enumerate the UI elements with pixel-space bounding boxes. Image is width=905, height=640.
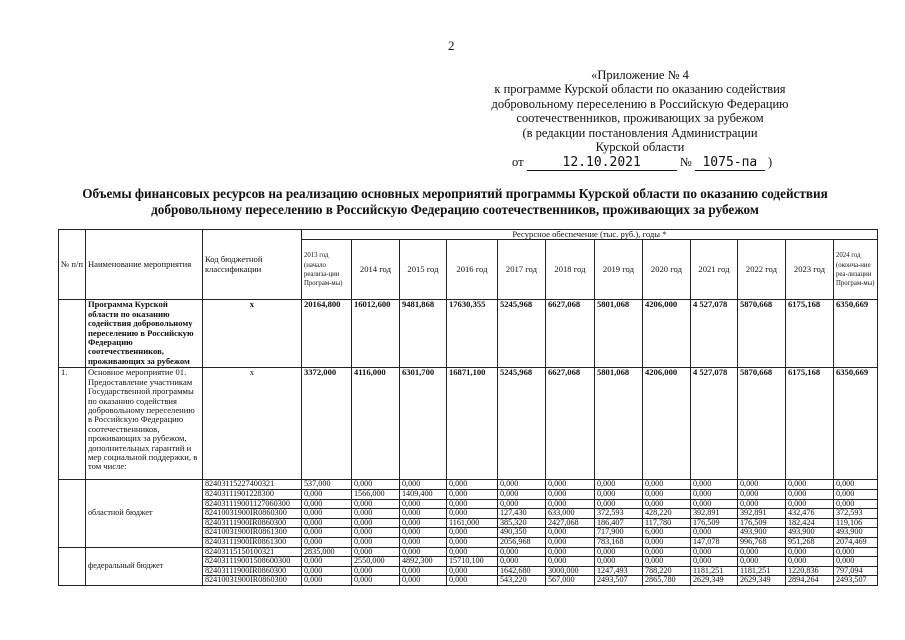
event1-value-3: 16871,100 <box>446 368 497 480</box>
budget-value: 2629,349 <box>737 576 785 586</box>
year-header-10: 2023 год <box>785 240 833 300</box>
budget-value: 0,000 <box>301 557 351 567</box>
year-header-3: 2016 год <box>446 240 497 300</box>
col-header-code: Код бюджетной классификации <box>202 230 301 300</box>
budget-value: 0,000 <box>351 509 399 519</box>
budget-value: 182,424 <box>785 518 833 528</box>
budget-value: 0,000 <box>301 509 351 519</box>
budget-value: 0,000 <box>301 528 351 538</box>
budget-value: 0,000 <box>399 528 446 538</box>
budget-value: 0,000 <box>446 490 497 500</box>
budget-value: 2427,068 <box>545 518 594 528</box>
col-header-num: № п/п <box>59 230 86 300</box>
budget-value: 493,900 <box>785 528 833 538</box>
budget-value: 1181,251 <box>737 566 785 576</box>
budget-value: 0,000 <box>642 557 690 567</box>
budget-value: 0,000 <box>351 547 399 557</box>
budget-value: 0,000 <box>690 557 737 567</box>
col-header-name: Наименование мероприятия <box>85 230 202 300</box>
budget-value: 0,000 <box>642 499 690 509</box>
budget-value: 0,000 <box>301 518 351 528</box>
event1-num: 1. <box>59 368 86 480</box>
budget-value: 392,891 <box>690 509 737 519</box>
budget-value: 15710,100 <box>446 557 497 567</box>
regional-budget-label: областной бюджет <box>85 480 202 547</box>
program-value-1: 16012,600 <box>351 300 399 368</box>
budget-value: 490,350 <box>497 528 545 538</box>
event1-value-8: 4 527,078 <box>690 368 737 480</box>
budget-value: 0,000 <box>785 499 833 509</box>
budget-value: 0,000 <box>301 499 351 509</box>
number-prefix: № <box>679 155 692 169</box>
year-header-6: 2019 год <box>594 240 642 300</box>
budget-value: 0,000 <box>399 547 446 557</box>
budget-value: 127,430 <box>497 509 545 519</box>
decree-number: 1075-па <box>695 155 765 171</box>
event1-value-6: 5801,068 <box>594 368 642 480</box>
budget-value: 147,078 <box>690 537 737 547</box>
budget-value: 0,000 <box>351 528 399 538</box>
budget-value: 0,000 <box>497 547 545 557</box>
budget-value: 0,000 <box>301 490 351 500</box>
budget-value: 372,593 <box>833 509 877 519</box>
regional-budget-label-num-cell <box>59 480 86 547</box>
budget-value: 2629,349 <box>690 576 737 586</box>
budget-value: 0,000 <box>833 557 877 567</box>
budget-code: 82410031900IR0860300 <box>202 576 301 586</box>
budget-value: 567,000 <box>545 576 594 586</box>
budget-code: 824031119001127060300 <box>202 499 301 509</box>
program-value-7: 4206,000 <box>642 300 690 368</box>
budget-code: 82403111900IR0860300 <box>202 566 301 576</box>
budget-value: 0,000 <box>690 528 737 538</box>
budget-value: 0,000 <box>690 480 737 490</box>
federal-budget-label-num-cell <box>59 547 86 585</box>
budget-value: 783,168 <box>594 537 642 547</box>
budget-value: 0,000 <box>545 480 594 490</box>
annex-line-1: «Приложение № 4 <box>591 68 689 82</box>
budget-value: 0,000 <box>785 547 833 557</box>
budget-value: 1220,836 <box>785 566 833 576</box>
budget-value: 0,000 <box>642 480 690 490</box>
budget-value: 385,320 <box>497 518 545 528</box>
budget-value: 432,476 <box>785 509 833 519</box>
budget-value: 996,768 <box>737 537 785 547</box>
budget-value: 2550,000 <box>351 557 399 567</box>
budget-value: 6,000 <box>642 528 690 538</box>
budget-value: 0,000 <box>351 576 399 586</box>
budget-value: 2865,780 <box>642 576 690 586</box>
budget-value: 0,000 <box>399 480 446 490</box>
budget-value: 0,000 <box>446 566 497 576</box>
budget-value: 0,000 <box>545 537 594 547</box>
budget-value: 0,000 <box>446 509 497 519</box>
annex-header <box>470 68 810 154</box>
year-header-5: 2018 год <box>545 240 594 300</box>
program-value-0: 20164,800 <box>301 300 351 368</box>
budget-value: 0,000 <box>351 537 399 547</box>
annex-line-3: добровольному переселению в Российскую Федерацию <box>491 96 789 111</box>
budget-value: 0,000 <box>642 547 690 557</box>
budget-value: 0,000 <box>446 576 497 586</box>
event1-value-5: 6627,068 <box>545 368 594 480</box>
budget-value: 0,000 <box>351 566 399 576</box>
budget-value: 0,000 <box>833 480 877 490</box>
program-value-4: 5245,968 <box>497 300 545 368</box>
year-header-11: 2024 год (оконча-ние реа-лизации Програм-мы) <box>833 240 877 300</box>
event1-name: Основное мероприятие 01. Предоставление участникам Государственной программы по оказанию содействия добровольному переселению в Российскую Федерацию соотечественников, проживающих за рубежом, дополнительных гарантий и мер социальной поддержки, в том числе: <box>85 368 202 480</box>
year-header-7: 2020 год <box>642 240 690 300</box>
budget-value: 2074,469 <box>833 537 877 547</box>
program-name: Программа Курской области по оказанию содействия добровольному переселению в Российскую Федерацию соотечественников, проживающих за рубежом <box>85 300 202 368</box>
budget-value: 0,000 <box>594 547 642 557</box>
budget-value: 0,000 <box>737 490 785 500</box>
budget-value: 2493,507 <box>833 576 877 586</box>
budget-value: 0,000 <box>446 499 497 509</box>
budget-value: 0,000 <box>446 537 497 547</box>
close-paren: ) <box>768 155 773 169</box>
financing-table <box>58 229 878 586</box>
budget-value: 0,000 <box>785 480 833 490</box>
budget-value: 951,268 <box>785 537 833 547</box>
year-header-2: 2015 год <box>399 240 446 300</box>
budget-value: 176,509 <box>690 518 737 528</box>
budget-value: 0,000 <box>545 490 594 500</box>
budget-value: 1161,000 <box>446 518 497 528</box>
year-header-0: 2013 год (начало реализа-ции Програм-мы) <box>301 240 351 300</box>
budget-value: 1409,400 <box>399 490 446 500</box>
budget-value: 0,000 <box>642 537 690 547</box>
program-code: x <box>202 300 301 368</box>
event1-code: x <box>202 368 301 480</box>
budget-code: 82403115227400321 <box>202 480 301 490</box>
budget-value: 2493,507 <box>594 576 642 586</box>
budget-value: 2894,264 <box>785 576 833 586</box>
budget-code: 82403111900IR0860300 <box>202 518 301 528</box>
budget-value: 0,000 <box>545 547 594 557</box>
event1-value-7: 4206,000 <box>642 368 690 480</box>
budget-value: 1181,251 <box>690 566 737 576</box>
budget-value: 0,000 <box>351 518 399 528</box>
budget-code: 82403115150100321 <box>202 547 301 557</box>
budget-code: 82403111900IR0861300 <box>202 537 301 547</box>
budget-value: 0,000 <box>399 499 446 509</box>
budget-value: 4892,300 <box>399 557 446 567</box>
event1-value-11: 6350,669 <box>833 368 877 480</box>
budget-value: 0,000 <box>497 480 545 490</box>
budget-value: 372,593 <box>594 509 642 519</box>
budget-value: 0,000 <box>545 528 594 538</box>
program-value-5: 6627,068 <box>545 300 594 368</box>
budget-code: 82410031900IR0860300 <box>202 509 301 519</box>
year-header-1: 2014 год <box>351 240 399 300</box>
budget-value: 0,000 <box>737 499 785 509</box>
year-header-4: 2017 год <box>497 240 545 300</box>
budget-code: 82410031900IR0861300 <box>202 528 301 538</box>
budget-value: 0,000 <box>497 557 545 567</box>
budget-value: 186,407 <box>594 518 642 528</box>
program-value-11: 6350,669 <box>833 300 877 368</box>
budget-value: 0,000 <box>690 490 737 500</box>
col-header-resources: Ресурсное обеспечение (тыс. руб.), годы * <box>301 230 877 240</box>
budget-value: 1247,493 <box>594 566 642 576</box>
budget-value: 428,220 <box>642 509 690 519</box>
budget-value: 0,000 <box>301 576 351 586</box>
program-value-3: 17630,355 <box>446 300 497 368</box>
budget-value: 2056,968 <box>497 537 545 547</box>
budget-value: 0,000 <box>737 557 785 567</box>
annex-line-5: (в редакции постановления Администрации <box>522 125 758 140</box>
budget-value: 0,000 <box>545 557 594 567</box>
budget-value: 0,000 <box>399 509 446 519</box>
budget-value: 0,000 <box>737 480 785 490</box>
budget-value: 0,000 <box>594 499 642 509</box>
program-value-10: 6175,168 <box>785 300 833 368</box>
budget-value: 788,220 <box>642 566 690 576</box>
budget-value: 0,000 <box>545 499 594 509</box>
budget-value: 0,000 <box>833 547 877 557</box>
budget-value: 0,000 <box>594 557 642 567</box>
decree-date-line <box>512 155 772 171</box>
budget-value: 537,000 <box>301 480 351 490</box>
budget-value: 1566,000 <box>351 490 399 500</box>
budget-value: 176,509 <box>737 518 785 528</box>
budget-value: 0,000 <box>737 547 785 557</box>
budget-code: 82403111901228300 <box>202 490 301 500</box>
budget-value: 117,780 <box>642 518 690 528</box>
budget-value: 0,000 <box>594 490 642 500</box>
budget-value: 717,900 <box>594 528 642 538</box>
budget-value: 0,000 <box>833 499 877 509</box>
budget-value: 1642,680 <box>497 566 545 576</box>
budget-value: 0,000 <box>833 490 877 500</box>
budget-value: 633,000 <box>545 509 594 519</box>
budget-value: 493,900 <box>833 528 877 538</box>
budget-value: 0,000 <box>446 547 497 557</box>
budget-code: 824031119001508600300 <box>202 557 301 567</box>
budget-value: 543,220 <box>497 576 545 586</box>
budget-value: 0,000 <box>785 557 833 567</box>
budget-value: 2835,000 <box>301 547 351 557</box>
budget-value: 0,000 <box>399 518 446 528</box>
program-value-8: 4 527,078 <box>690 300 737 368</box>
year-header-8: 2021 год <box>690 240 737 300</box>
budget-value: 0,000 <box>690 547 737 557</box>
budget-value: 0,000 <box>399 566 446 576</box>
date-prefix: от <box>512 155 524 169</box>
budget-value: 797,094 <box>833 566 877 576</box>
budget-value: 0,000 <box>446 528 497 538</box>
budget-value: 493,900 <box>737 528 785 538</box>
budget-value: 3000,000 <box>545 566 594 576</box>
annex-line-6: Курской области <box>595 140 685 155</box>
budget-value: 392,891 <box>737 509 785 519</box>
budget-value: 0,000 <box>351 480 399 490</box>
budget-value: 0,000 <box>642 490 690 500</box>
budget-value: 0,000 <box>446 480 497 490</box>
annex-line-4: соотечественников, проживающих за рубежом <box>516 111 764 126</box>
event1-value-1: 4116,000 <box>351 368 399 480</box>
document-title: Объемы финансовых ресурсов на реализацию основных мероприятий программы Курской области по оказанию содействия добровольному переселению в Российскую Федерацию соотечественников, проживающих за рубежом <box>82 186 828 217</box>
annex-line-2: к программе Курской области по оказанию содействия <box>494 82 786 97</box>
page-number: 2 <box>448 38 455 53</box>
program-value-9: 5870,668 <box>737 300 785 368</box>
event1-value-2: 6301,700 <box>399 368 446 480</box>
budget-value: 0,000 <box>497 499 545 509</box>
budget-value: 0,000 <box>399 576 446 586</box>
event1-value-0: 3372,000 <box>301 368 351 480</box>
decree-date: 12.10.2021 <box>527 155 677 171</box>
budget-value: 0,000 <box>301 566 351 576</box>
budget-value: 0,000 <box>497 490 545 500</box>
budget-value: 0,000 <box>594 480 642 490</box>
event1-value-4: 5245,968 <box>497 368 545 480</box>
budget-value: 0,000 <box>785 490 833 500</box>
year-header-9: 2022 год <box>737 240 785 300</box>
budget-value: 0,000 <box>301 537 351 547</box>
budget-value: 119,106 <box>833 518 877 528</box>
budget-value: 0,000 <box>690 499 737 509</box>
budget-value: 0,000 <box>399 537 446 547</box>
event1-value-9: 5870,668 <box>737 368 785 480</box>
program-value-2: 9481,868 <box>399 300 446 368</box>
budget-value: 0,000 <box>351 499 399 509</box>
program-value-6: 5801,068 <box>594 300 642 368</box>
event1-value-10: 6175,168 <box>785 368 833 480</box>
federal-budget-label: федеральный бюджет <box>85 547 202 585</box>
program-num <box>59 300 86 368</box>
